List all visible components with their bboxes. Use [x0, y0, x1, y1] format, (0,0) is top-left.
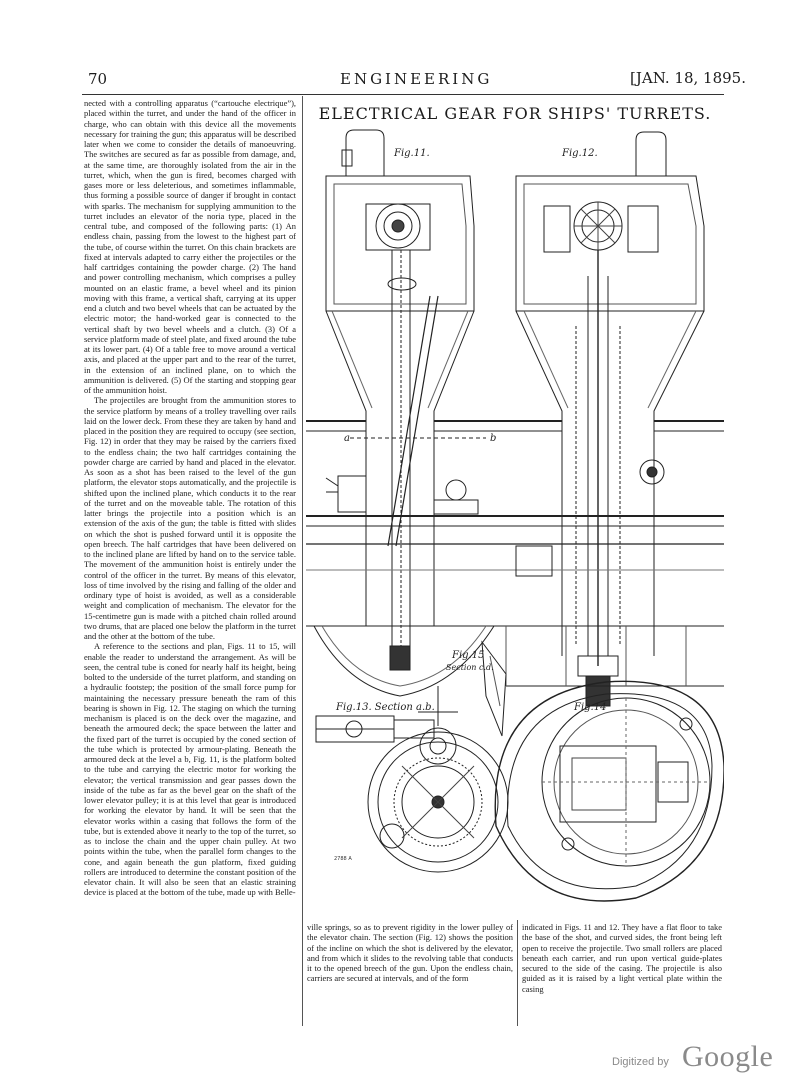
fig13-drawing	[316, 686, 508, 872]
engraving-plate	[306, 126, 724, 918]
engraver-mark: 2788 A	[334, 856, 352, 862]
journal-title: ENGINEERING	[340, 70, 493, 88]
fig12-label: Fig.12.	[562, 148, 598, 159]
watermark-prefix: Digitized by	[612, 1056, 669, 1068]
column-divider	[302, 916, 303, 1026]
section-mark-b: b	[490, 433, 497, 444]
fig15-sublabel: Section c.d.	[446, 663, 494, 672]
column-divider	[517, 920, 518, 1026]
article-paragraph: The projectiles are brought from the ammunition stores to the service platform by means of a trolley travelling over rails laid on the lower deck. From these they are taken by hand and placed in the position they are required to occupy (see section, Fig. 12) in order that they may be raised by the carriers fixed to the endless chain; the two half cartridges containing the powder charge are carried by hand and placed in the elevator. As soon as a shot has been raised to the level of the gun platform, the elevator stops automatically, and the projectile is shifted upon the inclined plane, which conducts it to the rear of the turret and on the moveable table. The rotation of this latter brings the projectile into a position which is an extension of the axis of the gun; the table is fitted with slides on which the shot is pushed forward until it is opposite the open breech. The half cartridges that have been delivered on to the inclined plane are lifted by hand on to the service table. The movement of the ammunition hoist is entirely under the control of the officer in the turret. By means of this elevator, loss of time involved by the rising and falling of the older and ordinary type of hoist is avoided, as well as a considerable weight and complication of mechanism. The elevator for the 15-centimetre gun is made with a pitched chain rolled around two drums, that are placed one below the platform in the turret and the other at the bottom of the tube.	[84, 395, 296, 641]
fig15-drawing	[482, 642, 506, 736]
fig12-drawing	[506, 132, 724, 706]
article-paragraph: A reference to the sections and plan, Figs. 11 to 15, will enable the reader to understand the arrangement. As will be seen, the central tube is coned for nearly half its height, being bolted to the underside of the turret platform, and standing on a hydraulic footstep; the position of the small force pump for maintaining the necessary pressure beneath the ram of this bearing is shown in Fig. 12. The staging on which the turning mechanism is placed is on the deck over the magazine, and beneath the armoured deck; the space between the latter and the fixed part of the turret is occupied by the coned section of the tube which is protected by armour-plating. Beneath the armoured deck at the level a b, Fig. 11, is the platform bolted to the tube and carrying the electric motor for working the elevator; the vertical transmission and gear passes down the inside of the tube as far as the bevel gear on the shaft of the lower elevator pulley; it is at this level that gear is introduced for working the elevator by hand. It will be seen that the elevator works within a casing that follows the form of the tube, but is extended above it nearly to the top of the turret, so as to inclose the chain and the upper chain pulley. At two points within the tube, when the parallel form changes to the cone, and again beneath the gun platform, fixed guiding rollers are introduced to determine the constant position of the elevator chain. It will also be seen that an elastic straining device is placed at the bottom of the tube, made up with Belle-	[84, 641, 296, 898]
article-paragraph: nected with a controlling apparatus (“cartouche electrique”), placed within the turret, and under the hand of the officer in charge, who can obtain with this device all the movements necessary for training the gun; this apparatus will be described later when we come to consider the details of manoeuvring. The switches are secured as far as possible from damage, and, at the same time, are thoroughly isolated from the air in the turret, which, when the gun is fired, becomes charged with gases more or less deleterious, and sometimes inflammable, thus forming a possible source of danger if brought in contact with sparks. The mechanism for supplying ammunition to the turret includes an elevator of the noria type, placed in the central tube, and composed of the following parts: (1) An endless chain, passing from the lowest to the highest part of the tube, of course within the turret. On this chain brackets are fixed at intervals adapted to carry either the projectiles or the half cartridges containing the powder charge. (2) The hand and power controlling mechanism, which comprises a pulley mounted on an elastic frame, a bevel wheel and its pinion moving with this frame, a vertical shaft, carrying at its upper end a clutch and two bevel wheels that can be actuated by the electric motor; the hand-worked gear is connected to the vertical shaft by two bevel wheels and a clutch. (3) Of a service platform made of steel plate, and fixed around the tube at its lower part. (4) Of a table free to move around a vertical axis, and placed at the upper part and to the rear of the turret, in the extension of an inclined plane, on to which the ammunition is delivered. (5) Of the starting and stopping gear of the ammunition hoist.	[84, 98, 296, 395]
fig11-drawing	[306, 130, 506, 696]
article-column-2	[307, 922, 513, 1026]
issue-date: [JAN. 18, 1895.	[630, 69, 746, 87]
section-mark-a: a	[344, 433, 350, 444]
article-paragraph: ville springs, so as to prevent rigidity in the lower pulley of the elevator chain. The section (Fig. 12) shows the position of the incline on which the shot is delivered by the elevator, and from which it slides to the revolving table that conducts it to the opened breech of the gun. Upon the endless chain, carriers are secured at intervals, and of the form	[307, 922, 513, 984]
fig13-label: Fig.13. Section a.b.	[336, 702, 435, 713]
column-divider	[302, 96, 303, 916]
fig15-label: Fig.15	[452, 650, 485, 661]
header-rule	[82, 94, 724, 95]
figure-title: ELECTRICAL GEAR FOR SHIPS' TURRETS.	[318, 104, 712, 123]
page-header	[0, 66, 800, 92]
fig14-label: Fig.14	[574, 702, 607, 713]
fig11-label: Fig.11.	[394, 148, 430, 159]
article-column-1	[84, 98, 296, 1028]
article-paragraph: indicated in Figs. 11 and 12. They have a flat floor to take the base of the shot, and curved sides, the front being left open to receive the projectile. Two small rollers are placed beneath each carrier, and run upon vertical guide-plates secured to the side of the casing. The projectile is also guided as it is raised by a light vertical plate within the casing	[522, 922, 722, 994]
digitized-watermark	[612, 1040, 782, 1080]
watermark-logo: Google	[682, 1040, 774, 1073]
page-number: 70	[88, 70, 108, 88]
article-column-3	[522, 922, 722, 1026]
fig14-drawing	[495, 681, 724, 901]
